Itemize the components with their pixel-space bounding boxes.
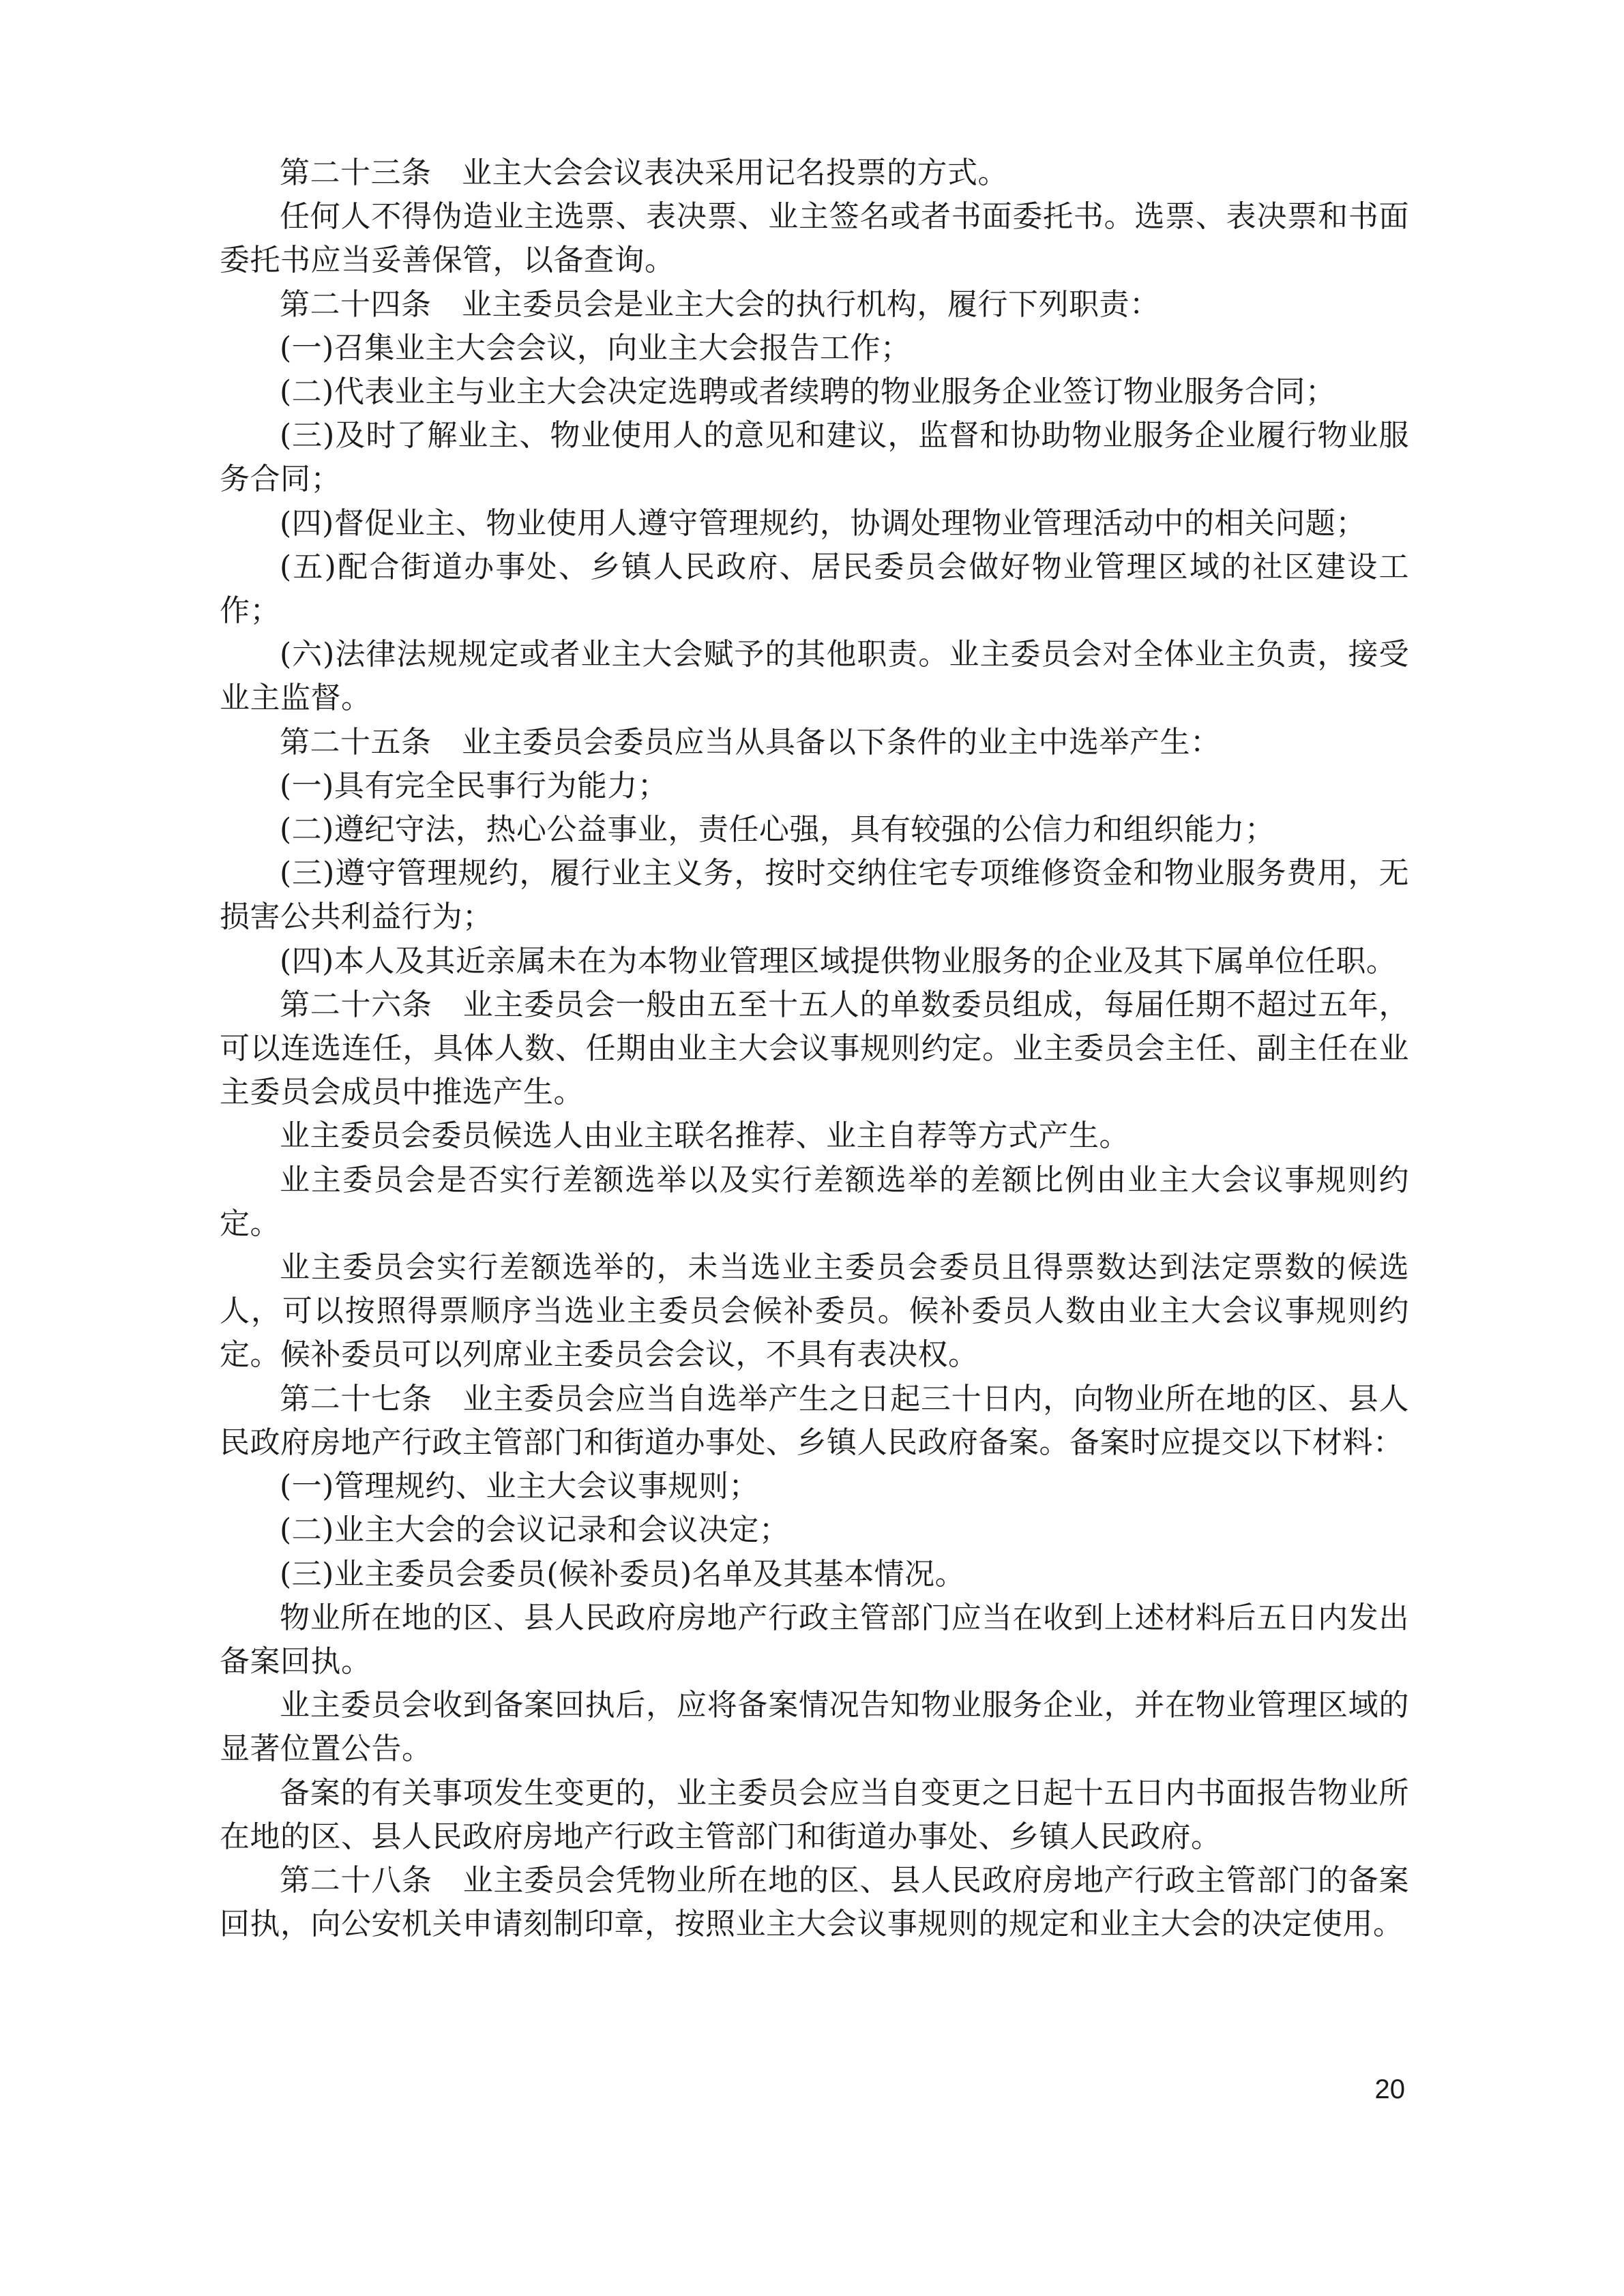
article-26-paragraph-3: 业主委员会是否实行差额选举以及实行差额选举的差额比例由业主大会议事规则约定。 xyxy=(220,1162,1409,1241)
article-24: 第二十四条 业主委员会是业主大会的执行机构，履行下列职责： xyxy=(280,286,1160,322)
article-27-item-2: (二)业主大会的会议记录和会议决定； xyxy=(280,1512,790,1548)
article-24-item-2: (二)代表业主与业主大会决定选聘或者续聘的物业服务企业签订物业服务合同； xyxy=(280,374,1336,410)
article-26-paragraph-2: 业主委员会委员候选人由业主联名推荐、业主自荐等方式产生。 xyxy=(280,1118,1130,1154)
article-26-paragraph-4: 业主委员会实行差额选举的，未当选业主委员会委员且得票数达到法定票数的候选人，可以按照得票顺序当选业主委员会候补委员。候补委员人数由业主大会议事规则约定。候补委员可以列席业主委员会会议，不具有表决权。 xyxy=(220,1250,1409,1373)
article-24-item-6: (六)法律法规规定或者业主大会赋予的其他职责。业主委员会对全体业主负责，接受业主监督。 xyxy=(220,637,1409,716)
article-24-item-3: (三)及时了解业主、物业使用人的意见和建议，监督和协助物业服务企业履行物业服务合同； xyxy=(220,418,1409,497)
article-28: 第二十八条 业主委员会凭物业所在地的区、县人民政府房地产行政主管部门的备案回执，向公安机关申请刻制印章，按照业主大会议事规则的规定和业主大会的决定使用。 xyxy=(220,1862,1409,1942)
article-24-item-5: (五)配合街道办事处、乡镇人民政府、居民委员会做好物业管理区域的社区建设工作； xyxy=(220,549,1409,629)
article-24-item-1: (一)召集业主大会会议，向业主大会报告工作； xyxy=(280,330,911,366)
article-25-item-3: (三)遵守管理规约，履行业主义务，按时交纳住宅专项维修资金和物业服务费用，无损害公共利益行为； xyxy=(220,856,1409,935)
article-27-item-3: (三)业主委员会委员(候补委员)名单及其基本情况。 xyxy=(280,1556,966,1592)
page-number: 20 xyxy=(1374,2074,1405,2104)
article-26: 第二十六条 业主委员会一般由五至十五人的单数委员组成，每届任期不超过五年，可以连选连任，具体人数、任期由业主大会议事规则约定。业主委员会主任、副主任在业主委员会成员中推选产生。 xyxy=(220,987,1409,1110)
article-27-paragraph-4: 备案的有关事项发生变更的，业主委员会应当自变更之日起十五日内书面报告物业所在地的区、县人民政府房地产行政主管部门和街道办事处、乡镇人民政府。 xyxy=(220,1775,1409,1854)
article-27-item-1: (一)管理规约、业主大会议事规则； xyxy=(280,1469,759,1504)
article-23: 第二十三条 业主大会会议表决采用记名投票的方式。 xyxy=(280,155,1008,190)
article-25: 第二十五条 业主委员会委员应当从具备以下条件的业主中选举产生： xyxy=(280,724,1221,760)
document-body xyxy=(220,151,1409,1946)
article-27-paragraph-3: 业主委员会收到备案回执后，应将备案情况告知物业服务企业，并在物业管理区域的显著位置公告。 xyxy=(220,1688,1409,1767)
article-24-item-4: (四)督促业主、物业使用人遵守管理规约，协调处理物业管理活动中的相关问题； xyxy=(280,505,1366,541)
article-25-item-1: (一)具有完全民事行为能力； xyxy=(280,768,668,803)
article-23-paragraph-2: 任何人不得伪造业主选票、表决票、业主签名或者书面委托书。选票、表决票和书面委托书应当妥善保管，以备查询。 xyxy=(220,199,1409,278)
article-27: 第二十七条 业主委员会应当自选举产生之日起三十日内，向物业所在地的区、县人民政府房地产行政主管部门和街道办事处、乡镇人民政府备案。备案时应提交以下材料： xyxy=(220,1381,1409,1460)
article-27-paragraph-2: 物业所在地的区、县人民政府房地产行政主管部门应当在收到上述材料后五日内发出备案回执。 xyxy=(220,1600,1409,1679)
article-25-item-4: (四)本人及其近亲属未在为本物业管理区域提供物业服务的企业及其下属单位任职。 xyxy=(280,943,1397,979)
article-25-item-2: (二)遵纪守法，热心公益事业，责任心强，具有较强的公信力和组织能力； xyxy=(280,812,1275,848)
